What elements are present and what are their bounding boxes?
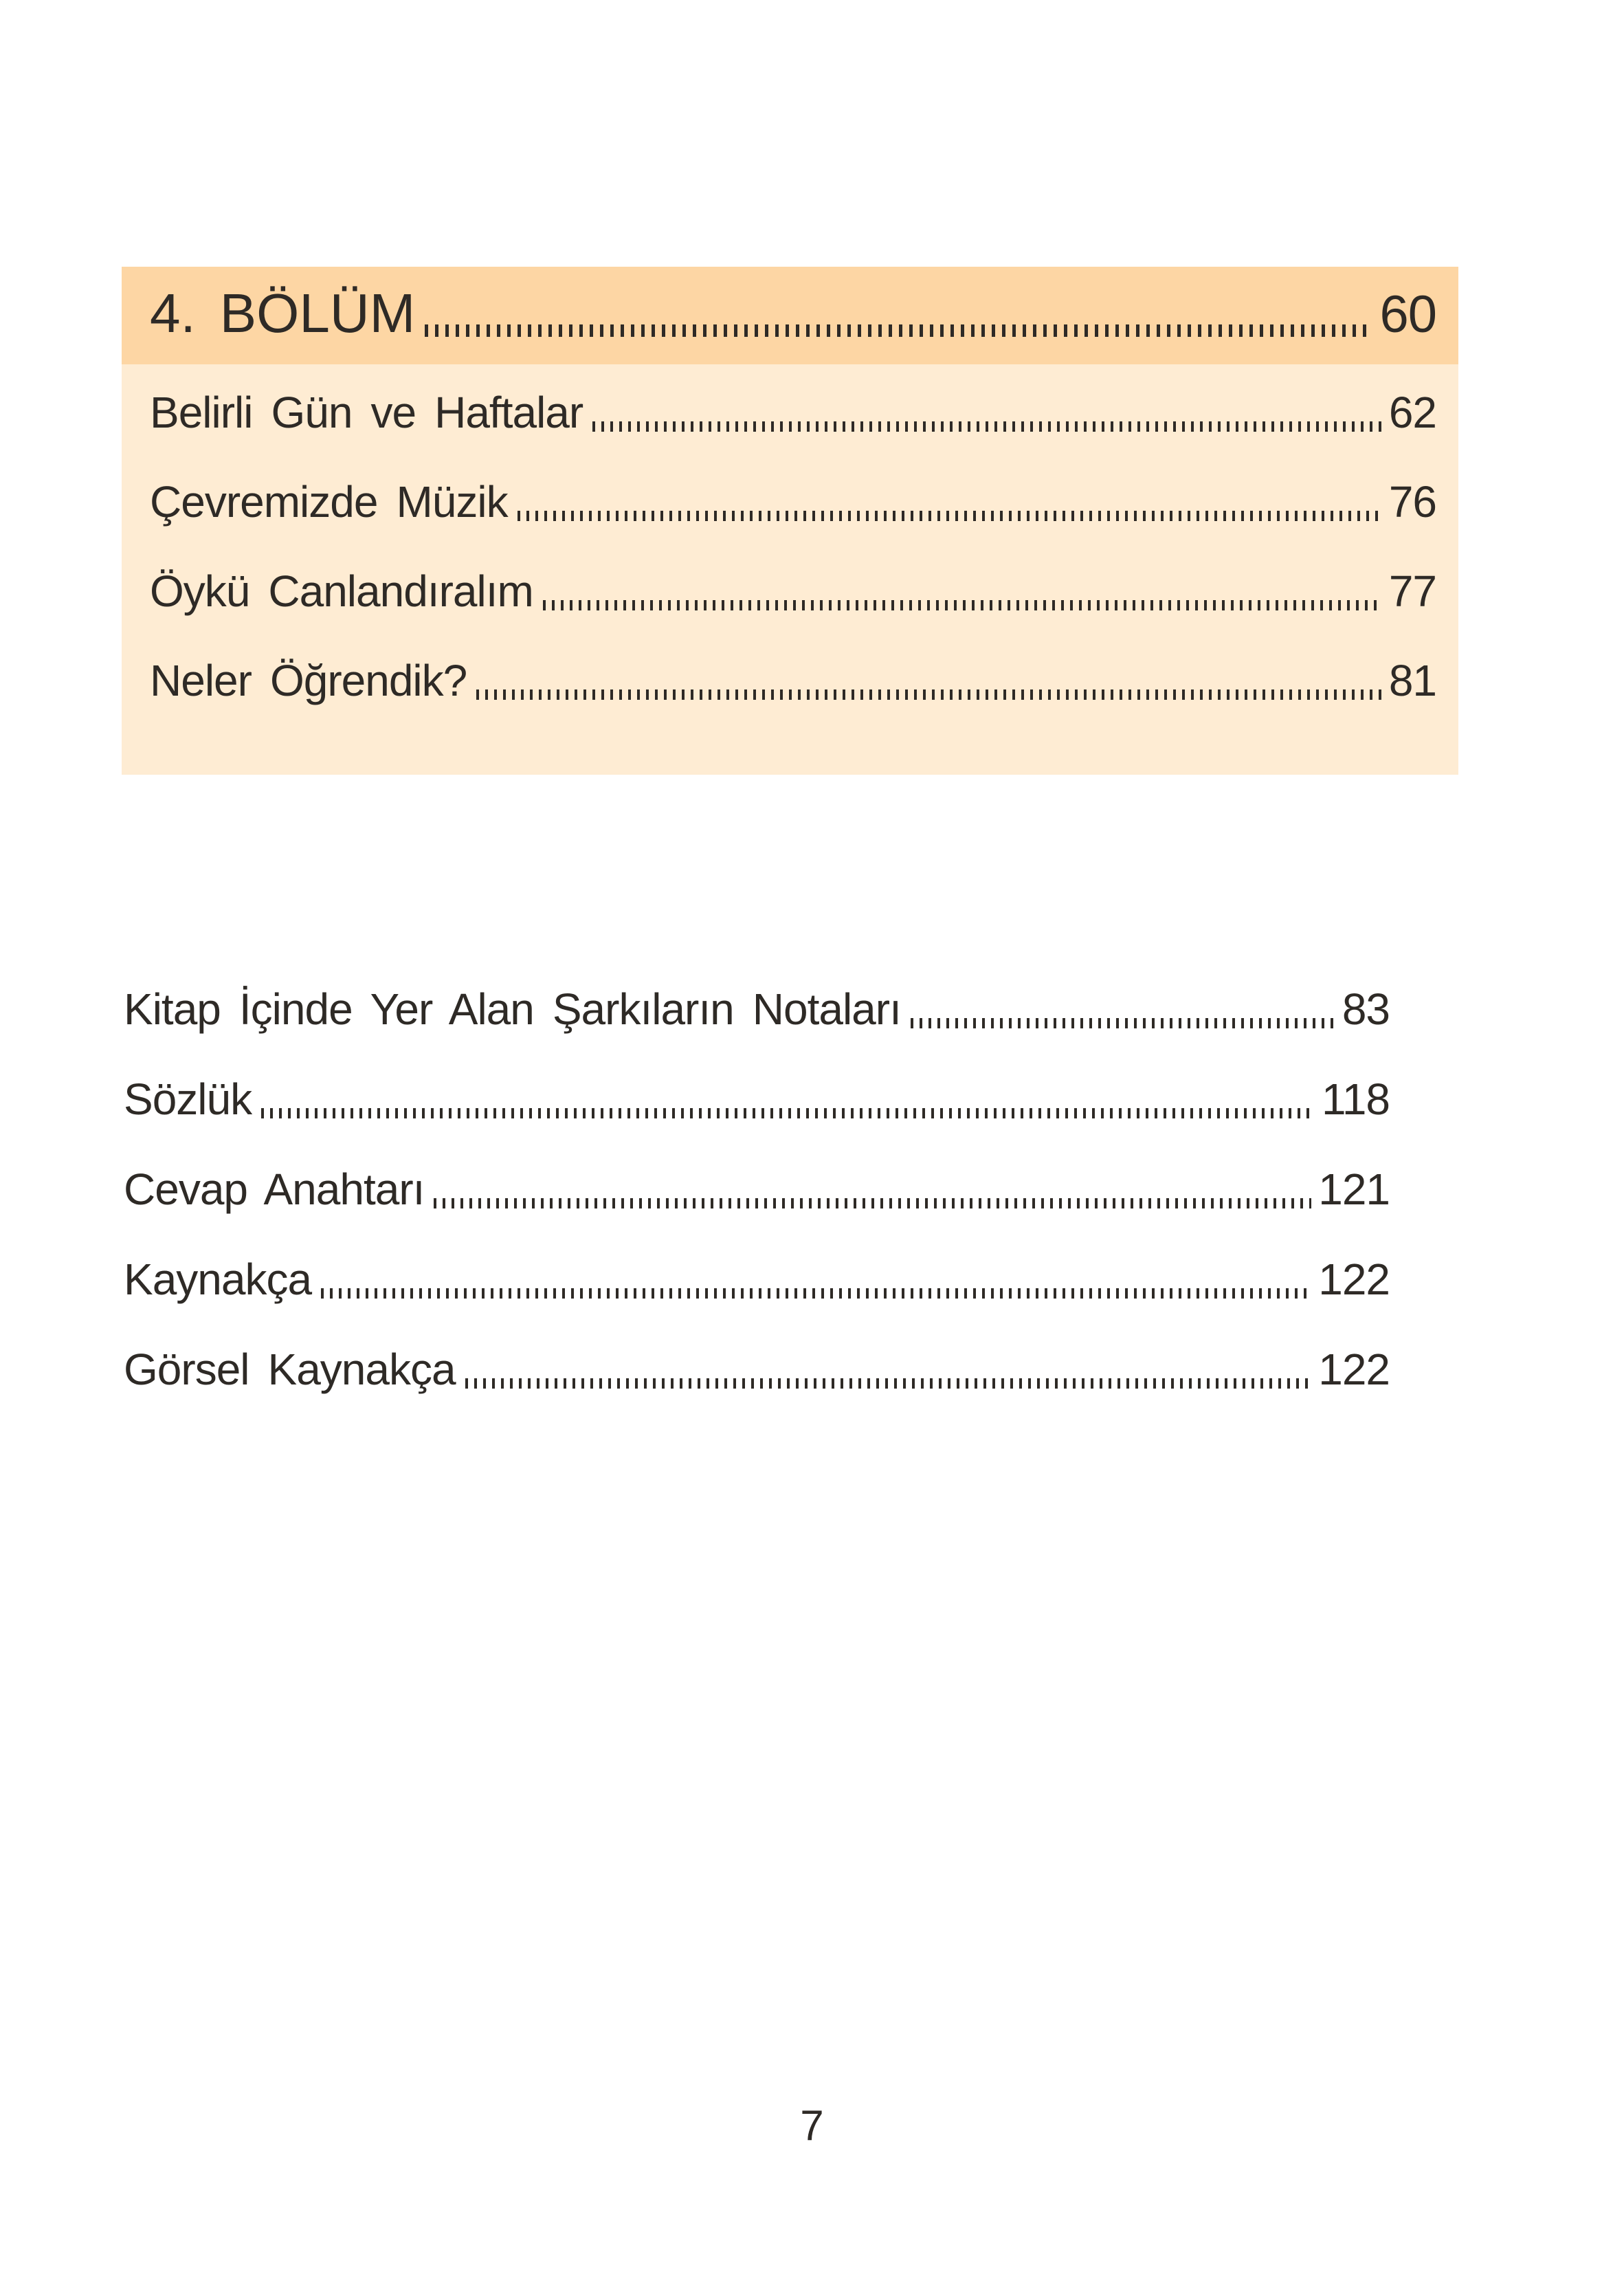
chapter-page-number: 60 [1379, 285, 1436, 344]
toc-row [124, 948, 1390, 1038]
toc-row [150, 543, 1436, 632]
toc-row [124, 1128, 1390, 1218]
dotted-leader [321, 1288, 1311, 1299]
toc-item-label: Görsel Kaynakça [124, 1345, 456, 1394]
toc-row [124, 1038, 1390, 1128]
toc-item-label: Kaynakça [124, 1255, 312, 1304]
dotted-leader [476, 689, 1382, 700]
toc-item-label: Kitap İçinde Yer Alan Şarkıların Notaları [124, 984, 901, 1034]
toc-item-label: Neler Öğrendik? [150, 656, 467, 705]
toc-item-page: 118 [1321, 1074, 1390, 1124]
chapter-title: 4. BÖLÜM [150, 283, 416, 344]
toc-item-page: 121 [1318, 1164, 1390, 1214]
toc-item-page: 122 [1318, 1255, 1390, 1304]
toc-row [124, 1218, 1390, 1308]
toc-item-page: 122 [1318, 1345, 1390, 1394]
footer-page-number: 7 [800, 2102, 824, 2150]
toc-item-page: 81 [1388, 656, 1436, 705]
toc-item-page: 62 [1388, 388, 1436, 437]
toc-row [150, 454, 1436, 543]
toc-row [150, 632, 1436, 722]
toc-item-label: Öykü Canlandıralım [150, 566, 533, 616]
toc-row [150, 364, 1436, 454]
toc-item-label: Belirli Gün ve Haftalar [150, 388, 583, 437]
chapter-header-row [122, 267, 1458, 364]
dotted-leader [425, 324, 1372, 337]
toc-item-label: Sözlük [124, 1074, 252, 1124]
toc-row [124, 1308, 1390, 1398]
dotted-leader [434, 1198, 1311, 1208]
toc-item-page: 77 [1388, 566, 1436, 616]
dotted-leader [465, 1378, 1312, 1389]
dotted-leader [543, 600, 1382, 610]
toc-item-page: 76 [1388, 477, 1436, 527]
chapter-4-section-box [122, 267, 1458, 775]
toc-item-label: Cevap Anahtarı [124, 1164, 425, 1214]
dotted-leader [261, 1108, 1315, 1118]
toc-item-page: 83 [1342, 984, 1390, 1034]
dotted-leader [911, 1018, 1335, 1028]
toc-item-label: Çevremizde Müzik [150, 477, 508, 527]
dotted-leader [592, 421, 1382, 432]
chapter-items-list [122, 364, 1458, 775]
back-matter-list [124, 948, 1390, 1398]
dotted-leader [518, 511, 1382, 521]
